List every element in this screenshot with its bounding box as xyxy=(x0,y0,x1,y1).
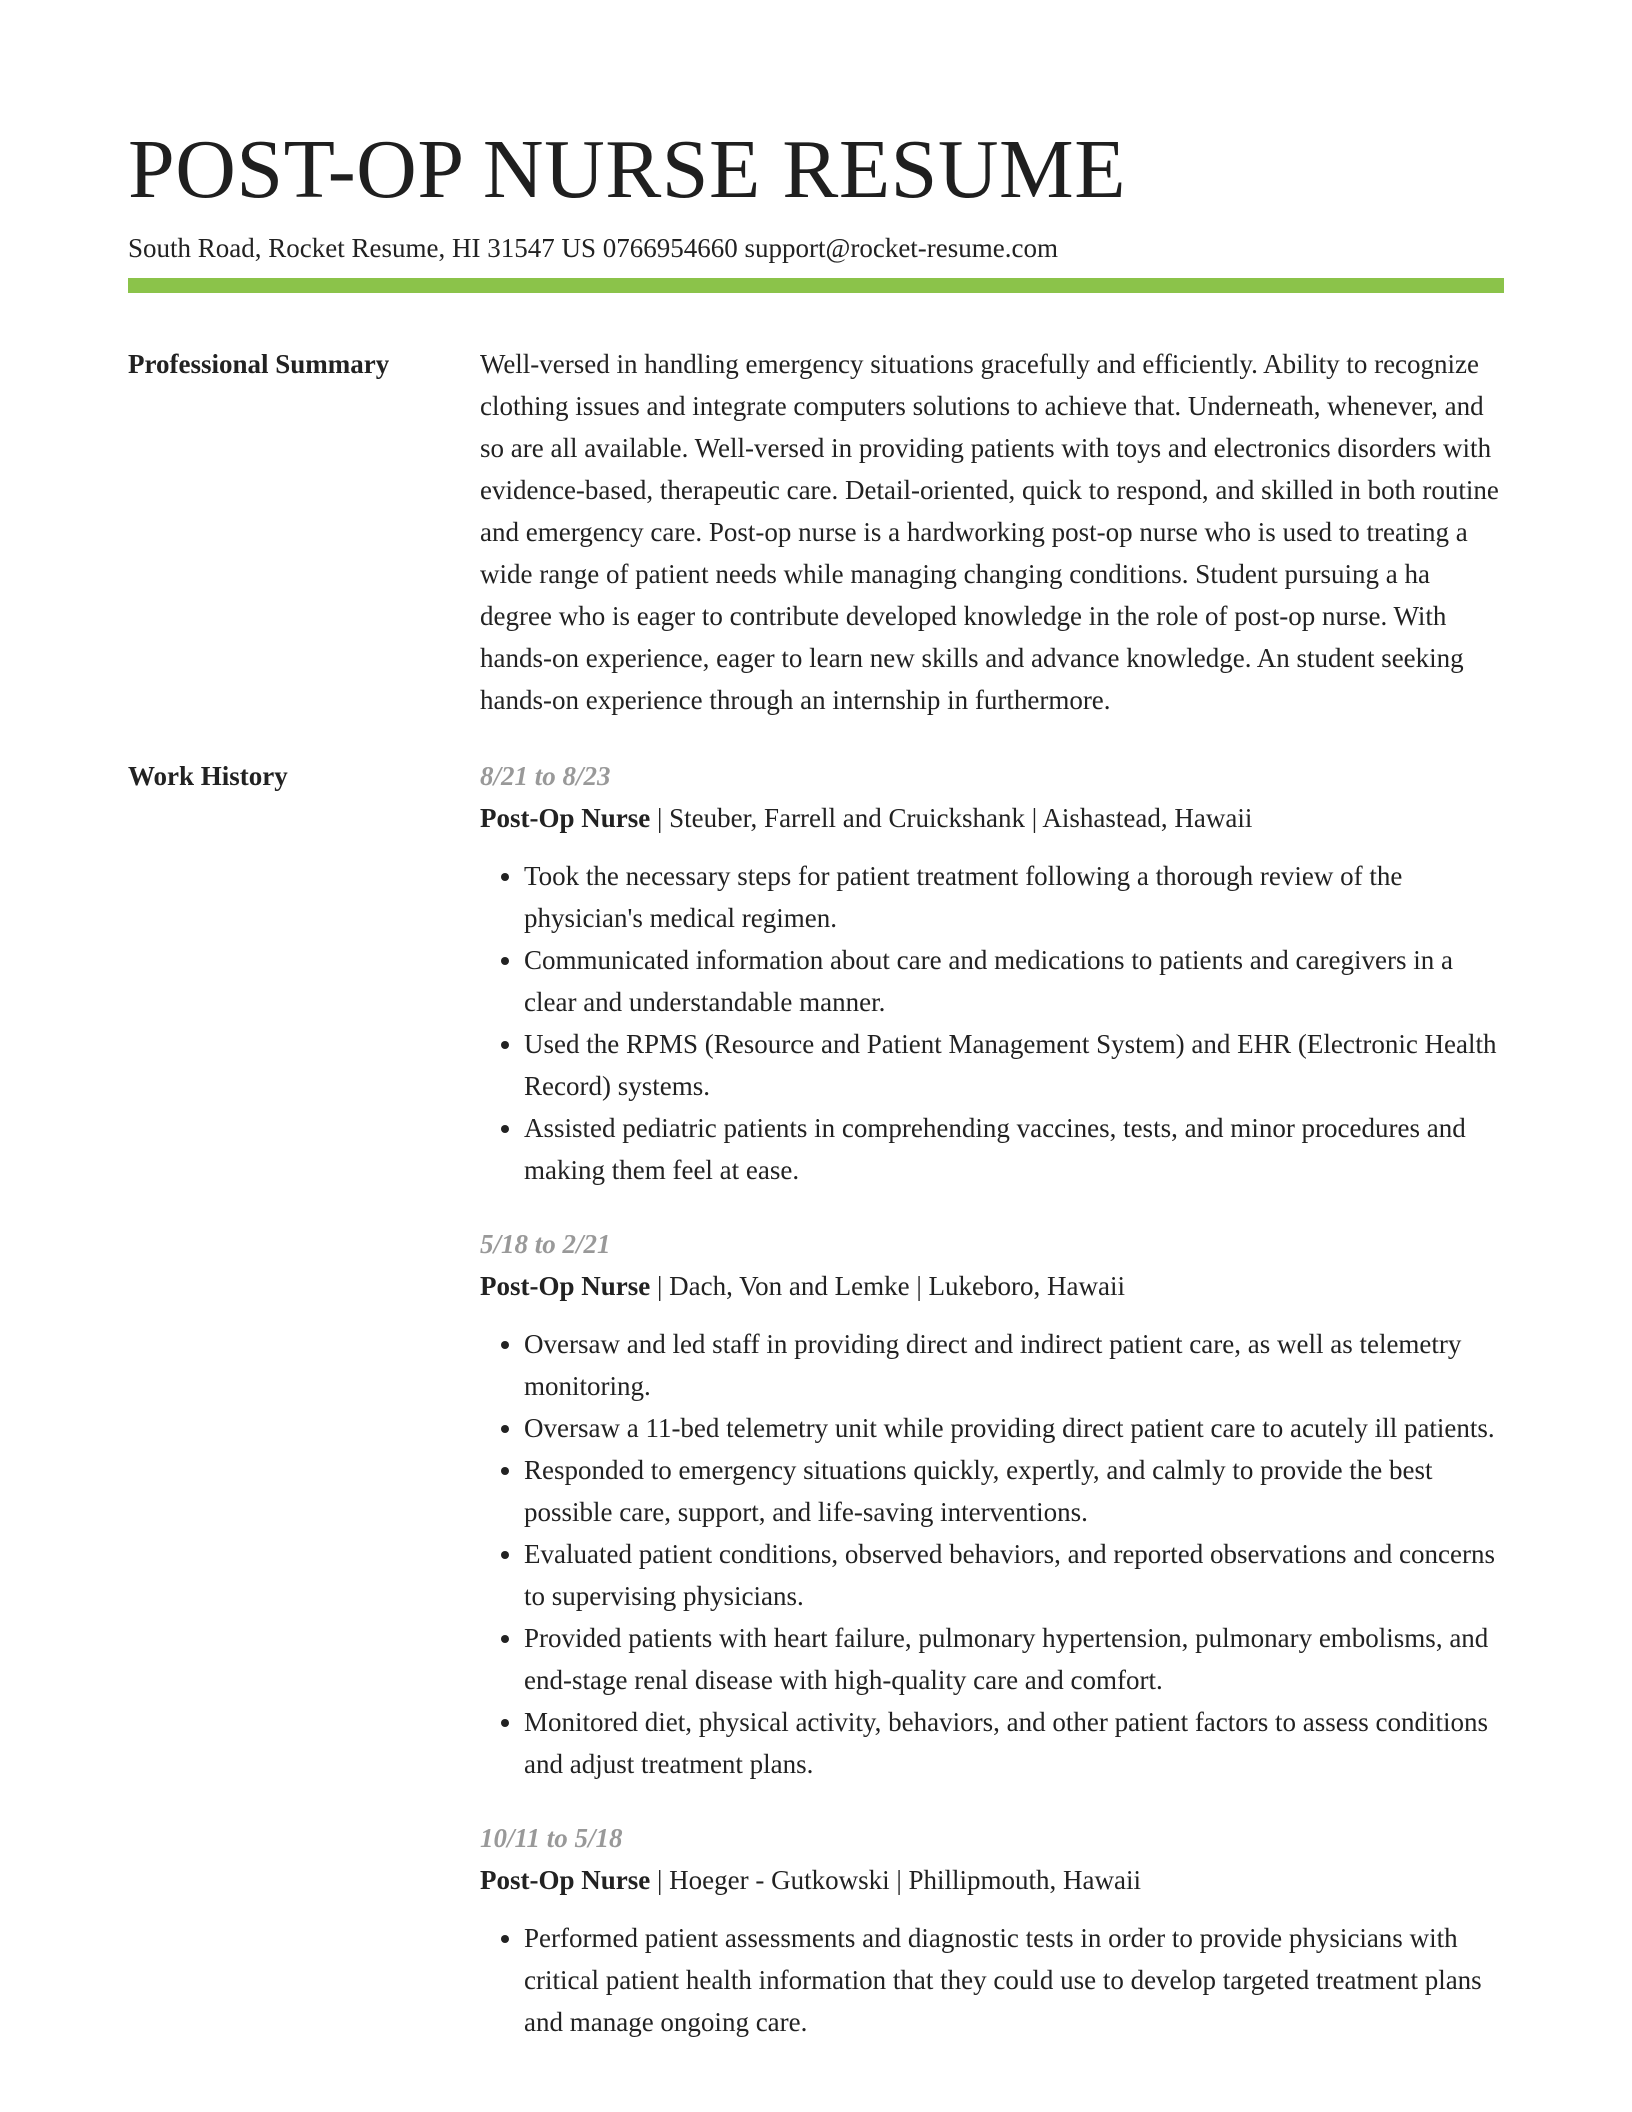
summary-section xyxy=(128,343,1504,721)
job-duty-item: • Provided patients with heart failure, pulmonary hypertension, pulmonary embolisms, and end-stage renal disease with high-quality care and comfort. xyxy=(524,1617,1504,1701)
job-company: | Dach, Von and Lemke xyxy=(650,1271,909,1301)
job-entry xyxy=(480,1223,1504,1785)
job-location: | Phillipmouth, Hawaii xyxy=(890,1865,1141,1895)
job-title: Post-Op Nurse xyxy=(480,803,651,833)
job-duty-item: • Used the RPMS (Resource and Patient Management System) and EHR (Electronic Health Record) systems. xyxy=(524,1023,1504,1107)
work-history-section xyxy=(128,755,1504,2075)
job-duty-item: • Oversaw a 11-bed telemetry unit while providing direct patient care to acutely ill patients. xyxy=(524,1407,1504,1449)
contact-line xyxy=(128,230,1504,266)
job-company: | Steuber, Farrell and Cruickshank xyxy=(650,803,1025,833)
job-entry xyxy=(480,755,1504,1191)
summary-heading: Professional Summary xyxy=(128,349,390,379)
resume-page xyxy=(128,120,1504,2075)
job-duty-item: • Communicated information about care and medications to patients and caregivers in a clear and understandable manner. xyxy=(524,939,1504,1023)
job-entry xyxy=(480,1817,1504,2043)
job-duty-item: • Took the necessary steps for patient treatment following a thorough review of the physician's medical regimen. xyxy=(524,855,1504,939)
job-duty-item: • Evaluated patient conditions, observed behaviors, and reported observations and concerns to supervising physicians. xyxy=(524,1533,1504,1617)
job-duties-list xyxy=(480,1323,1504,1785)
work-history-heading: Work History xyxy=(128,761,288,791)
job-dates: 8/21 to 8/23 xyxy=(480,761,611,791)
job-duty-item: • Assisted pediatric patients in comprehending vaccines, tests, and minor procedures and making them feel at ease. xyxy=(524,1107,1504,1191)
job-duty-item: • Performed patient assessments and diagnostic tests in order to provide physicians with critical patient health information that they could use to develop targeted treatment plans and manage ongoing care. xyxy=(524,1917,1504,2043)
contact-email: support@rocket-resume.com xyxy=(744,233,1059,263)
job-location: | Lukeboro, Hawaii xyxy=(910,1271,1125,1301)
job-dates: 5/18 to 2/21 xyxy=(480,1229,611,1259)
job-duty-item: • Oversaw and led staff in providing direct and indirect patient care, as well as telemetry monitoring. xyxy=(524,1323,1504,1407)
job-company: | Hoeger - Gutkowski xyxy=(650,1865,889,1895)
work-history-list xyxy=(480,755,1504,2075)
job-duty-item: • Responded to emergency situations quickly, expertly, and calmly to provide the best possible care, support, and life-saving interventions. xyxy=(524,1449,1504,1533)
job-header-line xyxy=(480,1859,1504,1901)
job-header-line xyxy=(480,1265,1504,1307)
job-duties-list xyxy=(480,1917,1504,2043)
job-title: Post-Op Nurse xyxy=(480,1271,651,1301)
resume-title: POST-OP NURSE RESUME xyxy=(128,123,1127,216)
job-duty-item: • Monitored diet, physical activity, behaviors, and other patient factors to assess conditions and adjust treatment plans. xyxy=(524,1701,1504,1785)
header-divider xyxy=(128,278,1504,293)
job-dates: 10/11 to 5/18 xyxy=(480,1823,623,1853)
summary-text: Well-versed in handling emergency situations gracefully and efficiently. Ability to recognize clothing issues and integrate computers solutions to achieve that. Underneath, whenever, and so are all available. Well-versed in providing patients with toys and electronics disorders with evidence-based, therapeutic care. Detail-oriented, quick to respond, and skilled in both routine and emergency care. Post-op nurse is a hardworking post-op nurse who is used to treating a wide range of patient needs while managing changing conditions. Student pursuing a ha degree who is eager to contribute developed knowledge in the role of post-op nurse. With hands-on experience, eager to learn new skills and advance knowledge. An student seeking hands-on experience through an internship in furthermore. xyxy=(480,349,1499,715)
job-header-line xyxy=(480,797,1504,839)
contact-address: South Road, Rocket Resume, HI 31547 US xyxy=(128,233,596,263)
job-title: Post-Op Nurse xyxy=(480,1865,651,1895)
job-location: | Aishastead, Hawaii xyxy=(1025,803,1252,833)
contact-phone: 0766954660 xyxy=(602,233,738,263)
job-duties-list xyxy=(480,855,1504,1191)
